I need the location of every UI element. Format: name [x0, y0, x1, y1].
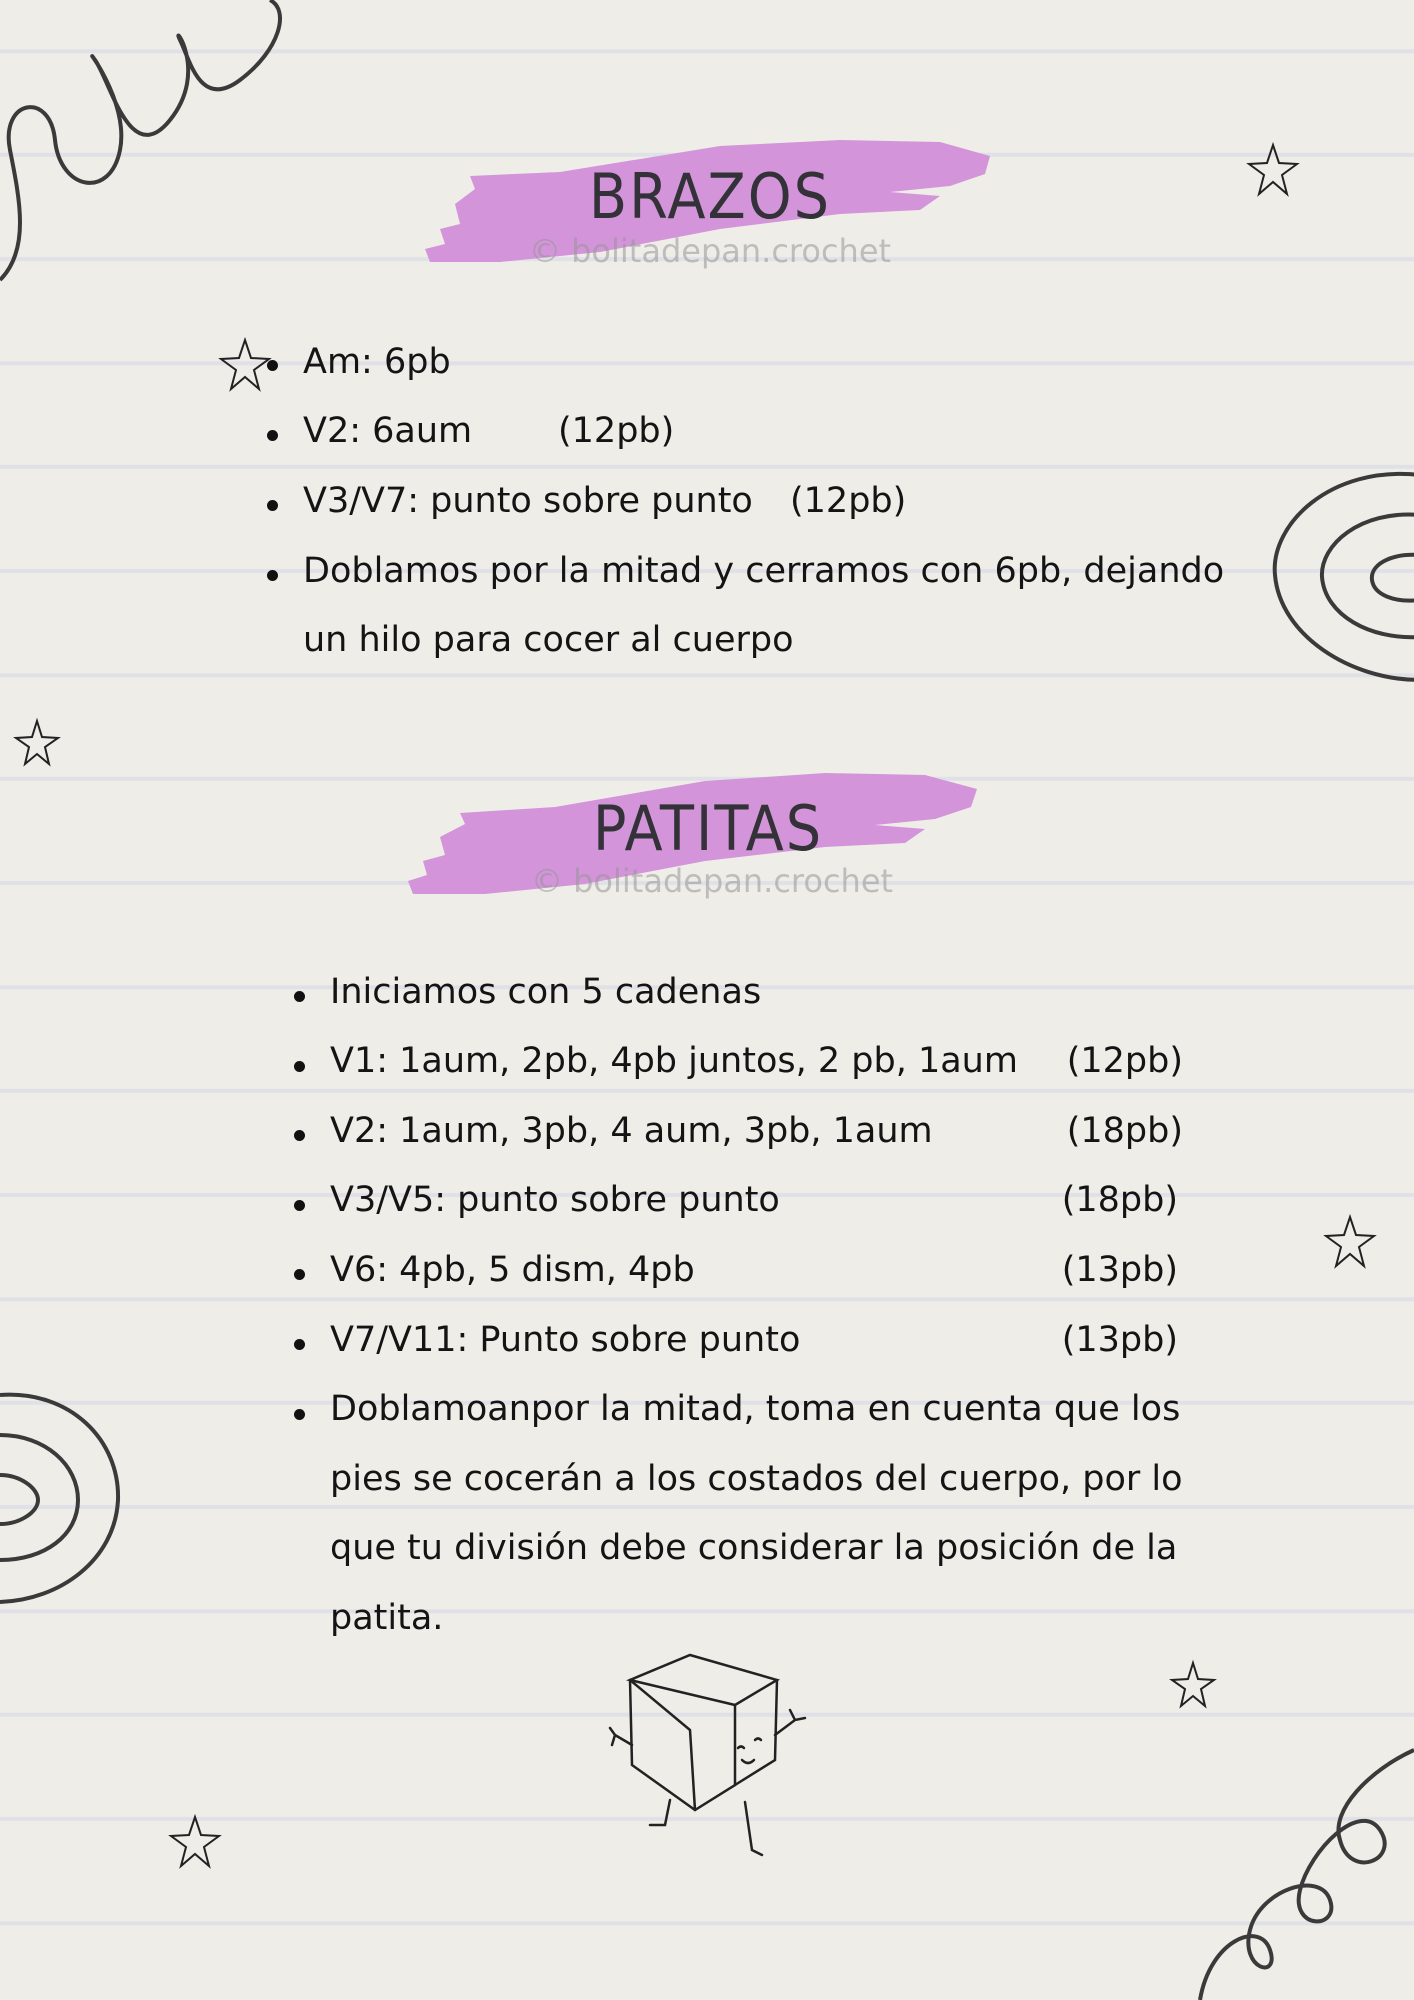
bullet [294, 1200, 305, 1211]
bullet [267, 430, 278, 441]
stitch-count: (18pb) [1066, 1111, 1183, 1151]
concentric-circles-left [0, 1390, 125, 1610]
section-title-brazos: BRAZOS [588, 160, 832, 233]
concentric-circles-right [1270, 465, 1414, 685]
star-icon [12, 718, 62, 768]
stitch-count: (12pb) [790, 481, 907, 521]
star-icon [1325, 1212, 1375, 1272]
list-item-continuation: un hilo para cocer al cuerpo [303, 620, 794, 660]
star-icon [1168, 1660, 1218, 1710]
stitch-count: (13pb) [1061, 1250, 1178, 1290]
cube-character-illustration [610, 1650, 810, 1860]
spiral-doodle-bottom-right [1190, 1750, 1414, 2000]
bullet [267, 500, 278, 511]
stitch-count: (18pb) [1061, 1180, 1178, 1220]
list-item: V3/V5: punto sobre punto [330, 1180, 780, 1220]
list-item: Am: 6pb [303, 342, 451, 382]
list-item: V2: 1aum, 3pb, 4 aum, 3pb, 1aum [330, 1111, 933, 1151]
bullet [267, 570, 278, 581]
watermark: © bolitadepan.crochet [528, 232, 892, 270]
bullet [294, 991, 305, 1002]
bullet [294, 1269, 305, 1280]
watermark: © bolitadepan.crochet [530, 862, 894, 900]
section-title-patitas: PATITAS [592, 792, 824, 865]
list-item-continuation: pies se cocerán a los costados del cuerpo, por lo [330, 1459, 1183, 1499]
spiral-doodle-top-left [0, 0, 300, 290]
stitch-count: (12pb) [558, 411, 675, 451]
list-item: V7/V11: Punto sobre punto [330, 1320, 801, 1360]
star-icon [170, 1812, 220, 1872]
list-item: Iniciamos con 5 cadenas [330, 972, 762, 1012]
bullet [294, 1409, 305, 1420]
list-item: Doblamos por la mitad y cerramos con 6pb, dejando [303, 551, 1225, 591]
star-icon [1248, 140, 1298, 200]
list-item: V6: 4pb, 5 dism, 4pb [330, 1250, 695, 1290]
stitch-count: (13pb) [1061, 1320, 1178, 1360]
bullet [267, 360, 278, 371]
list-item-continuation: que tu división debe considerar la posición de la [330, 1528, 1178, 1568]
stitch-count: (12pb) [1066, 1041, 1183, 1081]
list-item: Doblamoanpor la mitad, toma en cuenta que los [330, 1389, 1181, 1429]
list-item: V2: 6aum [303, 411, 473, 451]
bullet [294, 1130, 305, 1141]
list-item: V1: 1aum, 2pb, 4pb juntos, 2 pb, 1aum [330, 1041, 1018, 1081]
star-icon [220, 335, 270, 395]
bullet [294, 1061, 305, 1072]
bullet [294, 1339, 305, 1350]
list-item: V3/V7: punto sobre punto [303, 481, 753, 521]
list-item-continuation: patita. [330, 1598, 444, 1638]
